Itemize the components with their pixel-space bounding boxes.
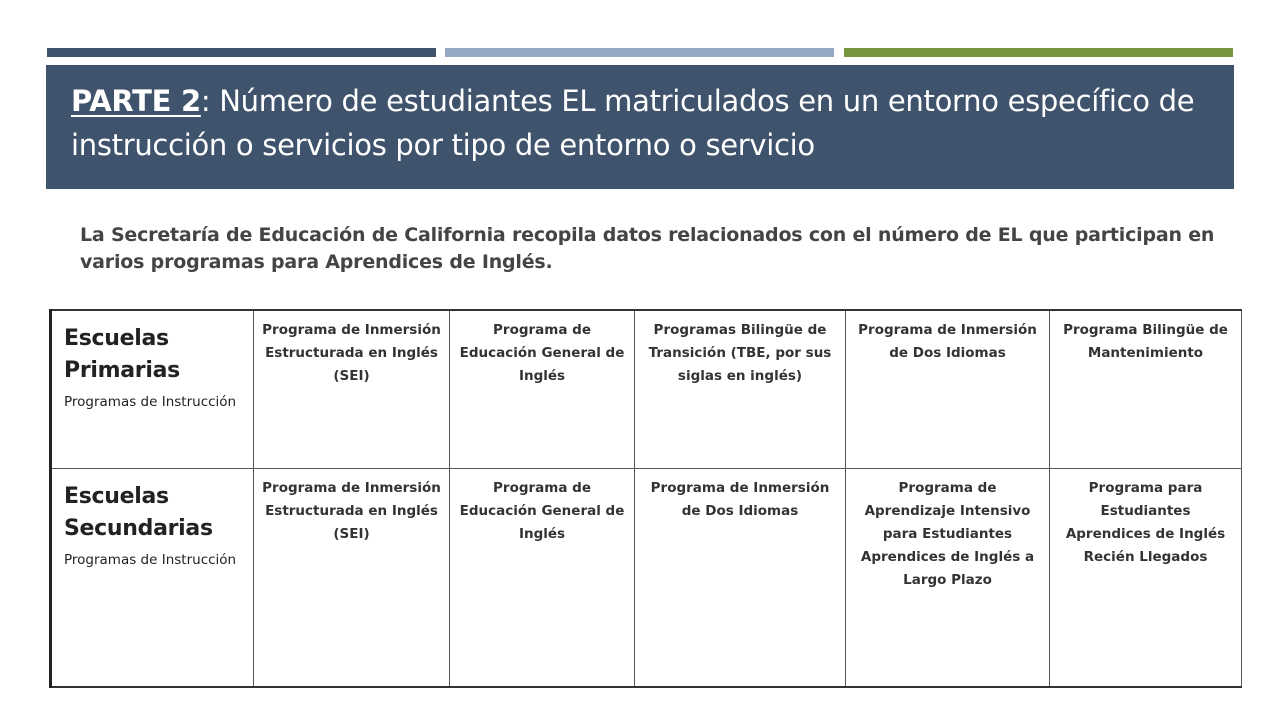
program-cell: Programa de Educación General de Inglés bbox=[450, 310, 635, 468]
accent-bar-dark bbox=[47, 48, 436, 57]
title-part-label: PARTE 2 bbox=[71, 84, 201, 118]
program-cell: Programa de Inmersión Estructurada en Inglés (SEI) bbox=[254, 310, 450, 468]
intro-paragraph: La Secretaría de Educación de California recopila datos relacionados con el número de EL que participan en varios programas para Aprendices de Inglés. bbox=[80, 224, 1215, 273]
program-cell: Programa Bilingüe de Mantenimiento bbox=[1050, 310, 1242, 468]
program-cell: Programa para Estudiantes Aprendices de Inglés Recién Llegados bbox=[1050, 468, 1242, 687]
program-cell: Programa de Inmersión Estructurada en Inglés (SEI) bbox=[254, 468, 450, 687]
row-subtitle: Programas de Instrucción bbox=[64, 394, 237, 410]
accent-bar-green bbox=[844, 48, 1233, 57]
row-title: Escuelas Primarias bbox=[64, 326, 180, 383]
accent-bar-light bbox=[445, 48, 834, 57]
title-banner bbox=[46, 65, 1234, 189]
table-row-primarias bbox=[51, 310, 1242, 468]
row-subtitle: Programas de Instrucción bbox=[64, 551, 237, 568]
title-text: : Número de estudiantes EL matriculados en un entorno específico de instrucción o servicios por tipo de entorno o servicio bbox=[71, 84, 1195, 162]
row-header-cell bbox=[51, 468, 254, 687]
program-cell: Programa de Inmersión de Dos Idiomas bbox=[635, 468, 846, 687]
program-cell: Programa de Inmersión de Dos Idiomas bbox=[846, 310, 1050, 468]
row-title: Escuelas Secundarias bbox=[64, 483, 213, 541]
program-cell: Programa de Educación General de Inglés bbox=[450, 468, 635, 687]
table-row-secundarias bbox=[51, 468, 1242, 687]
row-header-cell bbox=[51, 310, 254, 468]
program-cell: Programa de Aprendizaje Intensivo para Estudiantes Aprendices de Inglés a Largo Plazo bbox=[846, 468, 1050, 687]
programs-table bbox=[49, 309, 1242, 688]
program-cell: Programas Bilingüe de Transición (TBE, por sus siglas en inglés) bbox=[635, 310, 846, 468]
